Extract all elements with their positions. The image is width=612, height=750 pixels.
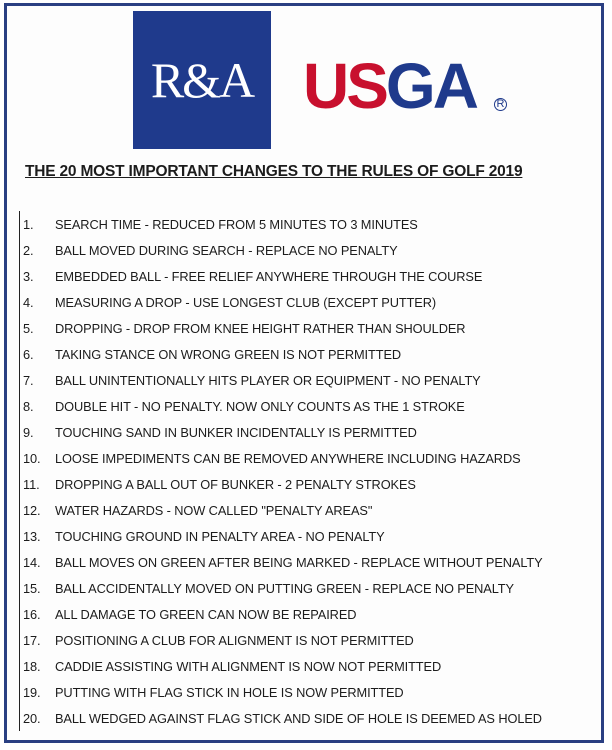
rule-text: EMBEDDED BALL - FREE RELIEF ANYWHERE THROUGH THE COURSE [55, 268, 483, 284]
list-item [20, 263, 602, 289]
rule-number: 6. [23, 346, 34, 362]
list-item [20, 315, 602, 341]
list-item [20, 211, 602, 237]
list-item [20, 419, 602, 445]
list-item [20, 679, 602, 705]
rules-list [19, 211, 602, 731]
rule-text: PUTTING WITH FLAG STICK IN HOLE IS NOW PERMITTED [55, 684, 404, 700]
rule-text: LOOSE IMPEDIMENTS CAN BE REMOVED ANYWHERE INCLUDING HAZARDS [55, 450, 521, 466]
rule-text: BALL UNINTENTIONALLY HITS PLAYER OR EQUIPMENT - NO PENALTY [55, 372, 481, 388]
rule-text: DROPPING A BALL OUT OF BUNKER - 2 PENALTY STROKES [55, 476, 416, 492]
rule-number: 14. [23, 554, 41, 570]
rule-number: 11. [23, 476, 40, 492]
page-title: THE 20 MOST IMPORTANT CHANGES TO THE RULES OF GOLF 2019 [25, 163, 523, 180]
rule-number: 3. [23, 268, 34, 284]
rule-text: BALL WEDGED AGAINST FLAG STICK AND SIDE OF HOLE IS DEEMED AS HOLED [55, 710, 542, 726]
rule-number: 17. [23, 632, 41, 648]
rule-text: SEARCH TIME - REDUCED FROM 5 MINUTES TO 3 MINUTES [55, 216, 418, 232]
registered-mark: R [494, 98, 507, 111]
rule-text: WATER HAZARDS - NOW CALLED "PENALTY AREAS" [55, 502, 373, 518]
usga-logo-us: US [303, 50, 386, 122]
rule-number: 16. [23, 606, 41, 622]
rule-text: CADDIE ASSISTING WITH ALIGNMENT IS NOW NOT PERMITTED [55, 658, 442, 674]
rule-number: 20. [23, 710, 41, 726]
rule-text: TOUCHING SAND IN BUNKER INCIDENTALLY IS PERMITTED [55, 424, 417, 440]
rule-text: TAKING STANCE ON WRONG GREEN IS NOT PERMITTED [55, 346, 402, 362]
usga-logo [303, 50, 476, 122]
rule-number: 15. [23, 580, 41, 596]
list-item [20, 601, 602, 627]
ra-logo-text: R&A [150, 52, 254, 108]
list-item [20, 237, 602, 263]
rule-text: DOUBLE HIT - NO PENALTY. NOW ONLY COUNTS AS THE 1 STROKE [55, 398, 465, 414]
list-item [20, 705, 602, 731]
list-item [20, 445, 602, 471]
rule-number: 2. [23, 242, 34, 258]
rule-text: MEASURING A DROP - USE LONGEST CLUB (EXCEPT PUTTER) [55, 294, 437, 310]
rule-number: 10. [23, 450, 41, 466]
list-item [20, 393, 602, 419]
document-frame [4, 3, 604, 743]
rule-text: DROPPING - DROP FROM KNEE HEIGHT RATHER THAN SHOULDER [55, 320, 466, 336]
rule-number: 7. [23, 372, 34, 388]
list-item [20, 627, 602, 653]
rule-number: 12. [23, 502, 41, 518]
rule-text: BALL MOVES ON GREEN AFTER BEING MARKED - REPLACE WITHOUT PENALTY [55, 554, 543, 570]
list-item [20, 289, 602, 315]
rule-number: 9. [23, 424, 34, 440]
rule-text: TOUCHING GROUND IN PENALTY AREA - NO PENALTY [55, 528, 385, 544]
list-item [20, 341, 602, 367]
list-item [20, 497, 602, 523]
rule-number: 18. [23, 658, 41, 674]
rule-number: 4. [23, 294, 34, 310]
ra-logo [133, 11, 271, 149]
rule-text: BALL MOVED DURING SEARCH - REPLACE NO PENALTY [55, 242, 398, 258]
rule-text: BALL ACCIDENTALLY MOVED ON PUTTING GREEN - REPLACE NO PENALTY [55, 580, 514, 596]
rule-text: POSITIONING A CLUB FOR ALIGNMENT IS NOT PERMITTED [55, 632, 414, 648]
list-item [20, 523, 602, 549]
rule-number: 8. [23, 398, 34, 414]
list-item [20, 653, 602, 679]
usga-logo-ga: GA [385, 50, 476, 122]
list-item [20, 575, 602, 601]
rule-number: 5. [23, 320, 34, 336]
list-item [20, 367, 602, 393]
rule-number: 19. [23, 684, 41, 700]
rule-number: 1. [23, 216, 34, 232]
list-item [20, 549, 602, 575]
list-item [20, 471, 602, 497]
rule-number: 13. [23, 528, 41, 544]
rule-text: ALL DAMAGE TO GREEN CAN NOW BE REPAIRED [55, 606, 357, 622]
